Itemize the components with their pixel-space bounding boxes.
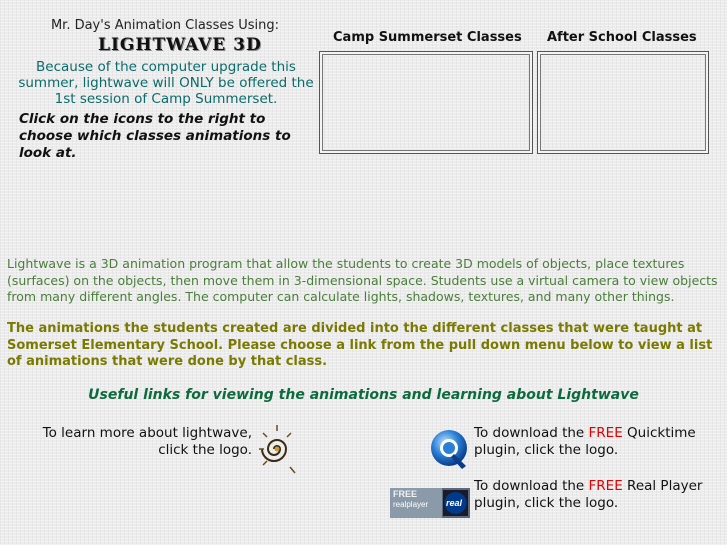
classes-paragraph: The animations the students created are divided into the different classes that were taught at Somerset Elementary School. Please choose a link from the pull down menu below to view a list of animations that were done by that class. xyxy=(7,321,713,369)
camp-summerset-heading: Camp Summerset Classes xyxy=(333,30,522,45)
after-school-class-frame[interactable] xyxy=(537,51,709,154)
click-icons-instruction: Click on the icons to the right to choose which classes animations to look at. xyxy=(19,111,291,161)
realplayer-free-label: FREE xyxy=(588,478,623,494)
realplayer-line2: plugin, click the logo. xyxy=(474,494,619,511)
realplayer-prefix: To download the xyxy=(474,478,589,494)
upgrade-notice: Because of the computer upgrade this summer, lightwave will ONLY be offered the 1st session of Camp Summerset. xyxy=(18,59,314,107)
realplayer-badge-name: realplayer xyxy=(393,500,429,509)
quicktime-suffix: Quicktime xyxy=(622,425,696,441)
useful-links-heading: Useful links for viewing the animations and learning about Lightwave xyxy=(88,387,639,403)
quicktime-line2: plugin, click the logo. xyxy=(474,441,619,458)
page-title-line: Mr. Day's Animation Classes Using: xyxy=(50,18,280,33)
realplayer-badge-logo: real xyxy=(446,498,463,508)
lightwave-learn-text xyxy=(20,425,252,458)
lightwave-logo-icon[interactable] xyxy=(257,423,297,475)
realplayer-badge-free: FREE xyxy=(393,489,418,499)
quicktime-prefix: To download the xyxy=(474,425,589,441)
quicktime-logo-icon[interactable] xyxy=(429,426,471,472)
realplayer-download-text xyxy=(474,478,724,511)
lightwave-intro-paragraph: Lightwave is a 3D animation program that allow the students to create 3D models of objects, place textures (surfaces) on the objects, then move them in 3-dimensional space. Students use a virtual camera to view objects from many different angles. The computer can calculate lights, shadows, textures, and many other things. xyxy=(7,256,718,304)
quicktime-free-label: FREE xyxy=(588,425,623,441)
lightwave-3d-logo: LIGHTWAVE 3D xyxy=(98,35,262,55)
lightwave-learn-line2: click the logo. xyxy=(158,441,252,458)
camp-summerset-class-frame[interactable] xyxy=(319,51,533,154)
realplayer-logo-icon[interactable] xyxy=(390,488,470,518)
lightwave-learn-line1: To learn more about lightwave, xyxy=(42,425,252,441)
after-school-heading: After School Classes xyxy=(547,30,697,45)
quicktime-download-text xyxy=(474,425,724,458)
realplayer-suffix: Real Player xyxy=(622,478,703,494)
